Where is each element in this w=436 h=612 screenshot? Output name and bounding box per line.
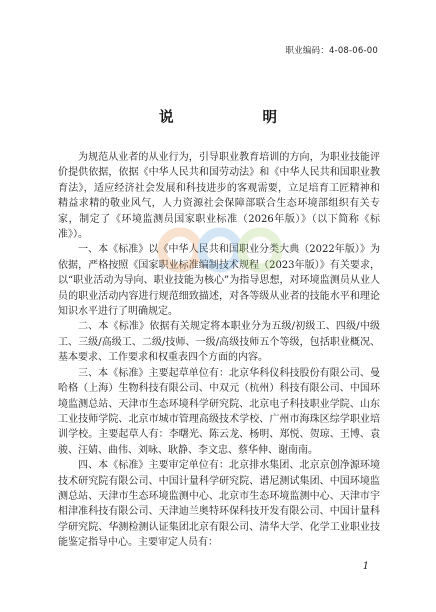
occupation-code: 职业编码：4-08-06-00 bbox=[285, 46, 378, 56]
document-body bbox=[58, 150, 380, 551]
paragraph-4: 四、本《标准》主要审定单位有：北京排水集团、北京京创净源环境技术研究院有限公司、中国计量科学研究院、谱尼测试集团、中国环境监测总站、天津市生态环境监测中心、北京市生态环境监测中心、天津市宇相津准科技有限公司、天津迪兰奥特环保科技开发有限公司、中国计量科学研究院、华测检测认证集团北京有限公司、清华大学、化学工业职业技能鉴定指导中心。主要审定人员有： bbox=[58, 460, 380, 549]
paragraph-1: 一、本《标准》以《中华人民共和国职业分类大典（2022年版）》为依据，严格按照《国家职业标准编制技术规程（2023年版）》有关要求，以“职业活动为导向、职业技能为核心”为指导思想，对环境监测员从业人员的职业活动内容进行规范细致描述，对各等级从业者的技能水平和理论知识水平进行了明确规定。 bbox=[58, 244, 380, 318]
paragraph-2: 二、本《标准》依据有关规定将本职业分为五级/初级工、四级/中级工、三级/高级工、二级/技师、一级/高级技师五个等级，包括职业概况、基本要求、工作要求和权重表四个方面的内容。 bbox=[58, 321, 380, 364]
intro-paragraph: 为规范从业者的从业行为，引导职业教育培训的方向，为职业技能评价提供依据，依据《中华人民共和国劳动法》和《中华人民共和国职业教育法》，适应经济社会发展和科技进步的客观需要，立足培育工匠精神和精益求精的敬业风气，人力资源社会保障部联合生态环境部组织有关专家，制定了《环境监测员国家职业标准（2026年版）》（以下简称《标准》）。 bbox=[58, 152, 380, 241]
paragraph-3: 三、本《标准》主要起草单位有：北京华科仪科技股份有限公司、曼哈格（上海）生物科技有限公司、中双元（杭州）科技有限公司、中国环境监测总站、天津市生态环境科学研究院、北京电子科技职业学院、山东工业技师学院、北京市城市管理高级技术学校、广州市海珠区综学职业培训学校。主要起草人有：李曙光、陈云龙、杨明、郑悦、贺琼、王博、袁骏、汪婧、曲伟、刘咏、耿静、李文忠、蔡华伸、谢南南。 bbox=[58, 367, 380, 456]
page-title: 说 明 bbox=[159, 110, 297, 126]
page-number: 1 bbox=[362, 561, 369, 572]
